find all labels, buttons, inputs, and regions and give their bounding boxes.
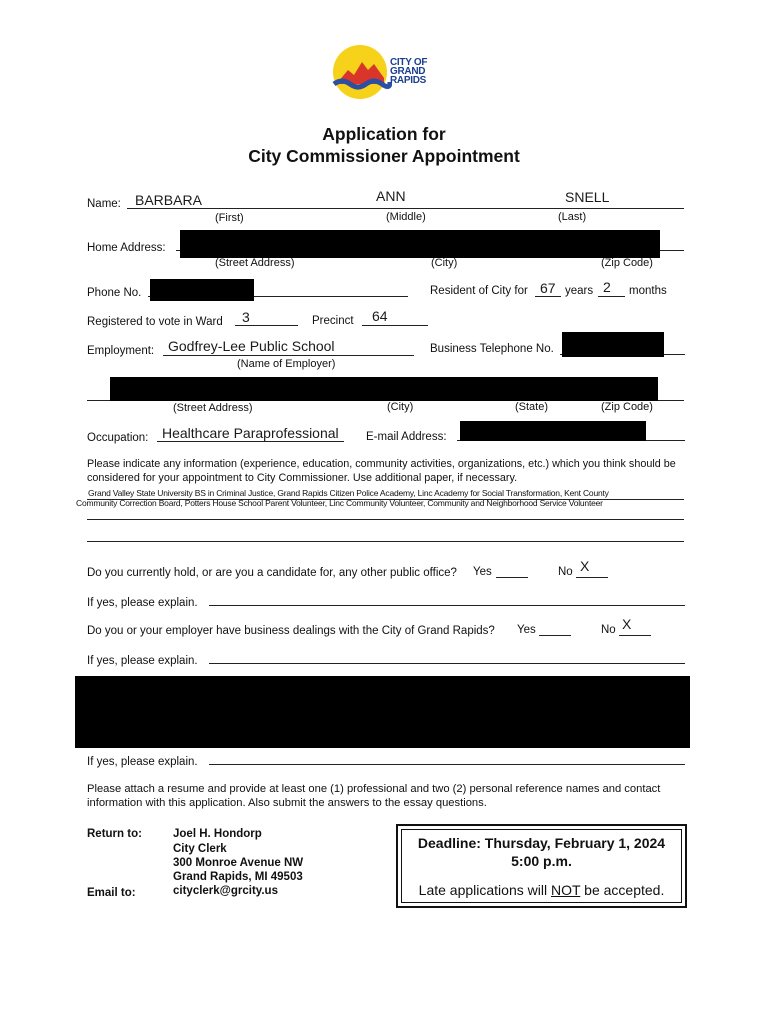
ward-label: Registered to vote in Ward bbox=[87, 316, 223, 328]
ward-value[interactable]: 3 bbox=[242, 309, 250, 325]
middle-caption: (Middle) bbox=[386, 211, 426, 223]
precinct-value[interactable]: 64 bbox=[372, 308, 388, 324]
employment-label: Employment: bbox=[87, 345, 155, 357]
q2-no-label: No bbox=[601, 624, 616, 636]
business-city-caption: (City) bbox=[387, 401, 414, 413]
resident-label: Resident of City for bbox=[430, 285, 528, 297]
home-street-caption: (Street Address) bbox=[215, 257, 295, 269]
business-zip-caption: (Zip Code) bbox=[601, 401, 653, 413]
return-city: Grand Rapids, MI 49503 bbox=[173, 871, 303, 883]
q2-no-mark[interactable]: X bbox=[622, 616, 632, 632]
explain-underline-2[interactable] bbox=[209, 663, 685, 664]
last-name-value[interactable]: SNELL bbox=[565, 189, 610, 205]
precinct-underline bbox=[362, 325, 428, 326]
email-to-label: Email to: bbox=[87, 887, 136, 899]
city-logo-emblem bbox=[332, 44, 392, 102]
public-office-question: Do you currently hold, or are you a candidate for, any other public office? bbox=[87, 567, 457, 579]
explain-underline-3[interactable] bbox=[209, 764, 685, 765]
first-name-value[interactable]: BARBARA bbox=[135, 192, 202, 208]
explain-label-1: If yes, please explain. bbox=[87, 597, 198, 609]
occupation-label: Occupation: bbox=[87, 432, 149, 444]
months-label: months bbox=[629, 285, 667, 297]
attach-instructions-line1: Please attach a resume and provide at least one (1) professional and two (2) personal reference names and contact bbox=[87, 783, 661, 795]
home-address-redaction bbox=[180, 230, 660, 258]
name-label: Name: bbox=[87, 198, 121, 210]
return-to-label: Return to: bbox=[87, 828, 142, 840]
email-label: E-mail Address: bbox=[366, 431, 447, 443]
q2-yes-blank[interactable] bbox=[539, 635, 571, 636]
explain-underline-1[interactable] bbox=[209, 605, 685, 606]
resident-months-value[interactable]: 2 bbox=[603, 279, 611, 295]
email-to-link[interactable]: cityclerk@grcity.us bbox=[173, 885, 278, 897]
q1-no-blank bbox=[576, 577, 608, 578]
experience-underline-2 bbox=[87, 519, 684, 520]
q2-no-blank bbox=[619, 635, 651, 636]
home-city-caption: (City) bbox=[431, 257, 458, 269]
q1-yes-label: Yes bbox=[473, 566, 492, 578]
email-redaction bbox=[460, 421, 646, 441]
business-dealings-question: Do you or your employer have business dealings with the City of Grand Rapids? bbox=[87, 625, 495, 637]
late-notice-pre: Late applications will bbox=[418, 882, 551, 898]
last-caption: (Last) bbox=[558, 211, 587, 223]
occupation-underline bbox=[157, 441, 344, 442]
late-notice bbox=[396, 882, 687, 898]
years-underline bbox=[535, 296, 561, 297]
employer-underline bbox=[163, 355, 414, 356]
city-logo bbox=[332, 44, 444, 102]
explain-label-2: If yes, please explain. bbox=[87, 655, 198, 667]
business-street-caption: (Street Address) bbox=[173, 402, 253, 414]
q1-no-label: No bbox=[558, 566, 573, 578]
business-phone-label: Business Telephone No. bbox=[430, 343, 554, 355]
late-notice-not: NOT bbox=[550, 882, 581, 898]
business-address-redaction bbox=[110, 377, 658, 401]
business-phone-redaction bbox=[562, 332, 664, 357]
form-title-line2: City Commissioner Appointment bbox=[248, 146, 520, 166]
return-name: Joel H. Hondorp bbox=[173, 828, 262, 840]
q2-yes-label: Yes bbox=[517, 624, 536, 636]
years-label: years bbox=[565, 285, 594, 297]
experience-answer-line2[interactable]: Community Correction Board, Potters House School Parent Volunteer, Linc Community Volunteer, Community and Neighborhood Service Volunteer bbox=[76, 498, 603, 508]
explain-label-3: If yes, please explain. bbox=[87, 756, 198, 768]
q1-no-mark[interactable]: X bbox=[580, 558, 590, 574]
ward-underline bbox=[235, 325, 298, 326]
phone-label: Phone No. bbox=[87, 287, 142, 299]
experience-prompt-line2: considered for your appointment to City Commissioner. Use additional paper, if necessary. bbox=[87, 472, 518, 484]
logo-text-line1: CITY OF bbox=[390, 57, 428, 68]
business-state-caption: (State) bbox=[515, 401, 549, 413]
home-address-label: Home Address: bbox=[87, 242, 166, 254]
employer-caption: (Name of Employer) bbox=[237, 358, 336, 370]
deadline-time: 5:00 p.m. bbox=[511, 853, 572, 869]
resident-years-value[interactable]: 67 bbox=[540, 280, 556, 296]
attach-instructions-line2: information with this application. Also submit the answers to the essay questions. bbox=[87, 797, 487, 809]
form-title-line1: Application for bbox=[322, 124, 446, 144]
return-street: 300 Monroe Avenue NW bbox=[173, 857, 304, 869]
home-zip-caption: (Zip Code) bbox=[601, 257, 653, 269]
q1-yes-blank[interactable] bbox=[496, 577, 528, 578]
experience-underline-3 bbox=[87, 541, 684, 542]
return-title: City Clerk bbox=[173, 843, 227, 855]
experience-prompt-line1: Please indicate any information (experience, education, community activities, organizations, etc.) which you think should be bbox=[87, 458, 676, 470]
first-caption: (First) bbox=[215, 212, 244, 224]
middle-name-value[interactable]: ANN bbox=[376, 188, 406, 204]
experience-answer-line1[interactable]: Grand Valley State University BS in Criminal Justice, Grand Rapids Citizen Police Academy, Linc Academy for Social Transformation, Kent County bbox=[88, 488, 609, 498]
deadline-date: Deadline: Thursday, February 1, 2024 bbox=[417, 835, 666, 851]
name-underline bbox=[127, 208, 684, 209]
question-redaction-block bbox=[75, 676, 690, 748]
occupation-value[interactable]: Healthcare Paraprofessional bbox=[162, 425, 339, 441]
months-underline bbox=[598, 296, 625, 297]
precinct-label: Precinct bbox=[312, 315, 354, 327]
late-notice-post: be accepted. bbox=[580, 882, 665, 898]
logo-text-line3: RAPIDS bbox=[390, 75, 426, 86]
employer-value[interactable]: Godfrey-Lee Public School bbox=[168, 338, 335, 354]
phone-redaction bbox=[150, 279, 254, 301]
logo-text-line2: GRAND bbox=[390, 66, 426, 77]
